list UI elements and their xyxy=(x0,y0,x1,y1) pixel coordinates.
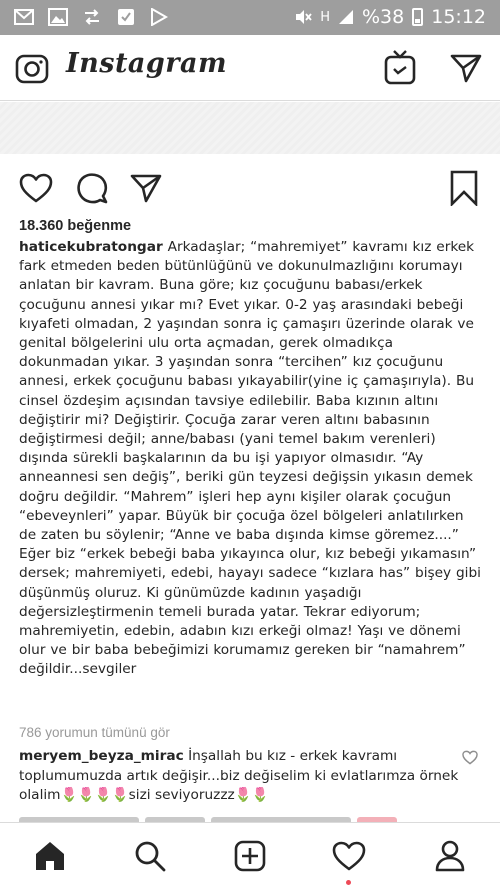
comment-icon xyxy=(76,172,108,204)
app-header xyxy=(0,35,500,101)
share-button[interactable] xyxy=(128,170,164,206)
save-button[interactable] xyxy=(448,168,480,208)
comment-text: İnşallah bu kız - erkek kavramı toplumumuzda artık değişir...biz değiselim ki evlatlarımza örnek olalim🌷🌷🌷🌷sizi seviyoruzzz🌷🌷 xyxy=(19,748,459,803)
post-image[interactable] xyxy=(0,102,500,154)
heart-icon xyxy=(19,173,53,203)
camera-icon xyxy=(15,54,49,84)
clock: 15:12 xyxy=(431,6,486,28)
direct-message-icon xyxy=(450,53,482,83)
bookmark-icon xyxy=(450,170,478,206)
download-icon xyxy=(116,8,136,26)
nav-search[interactable] xyxy=(100,823,200,888)
camera-button[interactable] xyxy=(14,52,50,86)
heart-icon xyxy=(462,750,478,765)
igtv-icon xyxy=(383,49,417,85)
comment-username[interactable]: meryem_beyza_mirac xyxy=(19,748,184,764)
like-button[interactable] xyxy=(18,170,54,206)
signal-icon xyxy=(338,9,354,25)
post-actions xyxy=(0,164,500,212)
caption-text: Arkadaşlar; “mahremiyet” kavramı kız erkek fark etmeden beden bütünlüğünü ve dokunulmazlığını korumayı anlatan bir kavram. Buna göre; kız çocuğunu babası/erkek çocuğunu annesi yıkar mı? Evet yıkar. 0-2 yaş arasındaki bebeği kıyafeti olmadan, 2 yaşından sonra iç çamaşırı üzerinde olarak ve genital bölgelerini ulu orta açmadan, gerek olmadıkça dokunmadan yıkar. 3 yaşından sonra “tercihen” kız çocuğunu annesi, erkek çocuğunu babası yıkayabilir(yine iç çamaşırıyla). Bu cinsel özdeşim açısından tavsiye edilebilir. Baba kızının altını değiştirir mi? Değiştirir. Çocuğa zarar veren altını babasının değiştirmesi değil; anne/babası (yani temel bakım verenleri) dışında sürekli başkalarının da bu işi yapıyor olmasıdır. “Ay anneannesi sen değiş”, beriki gün teyzesi değişsin yıkasın demek doğru değildir. “Mahrem” işleri hep aynı kişiler olarak çocuğun “ebeveynleri” yapar. Büyük bir çocuğa özel bölgeleri anlatılırken de zaten bu söylenir; “Anne ve baba dışında kimse göremez....” Eğer biz “erkek bebeği baba yıkayınca olur, kız bebeği yıkamasın” dersek; mahremiyeti, edebi, hayayı sadece “kızlara has” bişey gibi düşünmüş oluruz. Ki günümüzde kadının yaşadığı değersizleştirmenin temeli burada yatar. Tekrar ediyorum; mahremiyetin, edebin, adabın kızı erkeği olmaz! Yaşı ve dönemi olur ve bir baba bebeğimizi korumamız gereken bir “namahrem” değildir...sevgiler xyxy=(19,239,481,678)
sync-icon xyxy=(82,8,102,26)
notification-icons xyxy=(14,8,168,26)
network-type: H xyxy=(320,9,330,25)
post-caption xyxy=(19,238,485,680)
nav-profile[interactable] xyxy=(400,823,500,888)
mail-icon xyxy=(14,9,34,25)
direct-message-button[interactable] xyxy=(448,51,484,85)
app-logo: Instagram xyxy=(66,48,228,79)
caption-username[interactable]: haticekubratongar xyxy=(19,239,163,255)
activity-notification-dot xyxy=(346,880,351,885)
profile-icon xyxy=(435,840,465,872)
nav-home[interactable] xyxy=(0,823,100,888)
home-icon xyxy=(34,840,66,872)
next-comment-partial xyxy=(19,812,479,822)
battery-icon xyxy=(412,8,423,26)
gallery-icon xyxy=(48,8,68,26)
share-icon xyxy=(130,173,162,203)
bottom-navigation xyxy=(0,822,500,888)
like-count[interactable]: 18.360 beğenme xyxy=(19,218,132,234)
battery-percent: %38 xyxy=(362,6,405,28)
igtv-button[interactable] xyxy=(382,48,418,86)
mute-icon xyxy=(294,8,312,26)
search-icon xyxy=(134,840,166,872)
nav-new-post[interactable] xyxy=(200,823,300,888)
comment-button[interactable] xyxy=(74,170,110,206)
comment-item xyxy=(19,747,459,806)
view-all-comments-link[interactable]: 786 yorumun tümünü gör xyxy=(19,725,170,740)
comment-like-button[interactable] xyxy=(462,750,478,770)
activity-icon xyxy=(332,841,366,871)
play-store-icon xyxy=(150,8,168,26)
status-bar xyxy=(0,0,500,35)
new-post-icon xyxy=(234,840,266,872)
system-status xyxy=(294,6,486,28)
nav-activity[interactable] xyxy=(299,823,399,888)
